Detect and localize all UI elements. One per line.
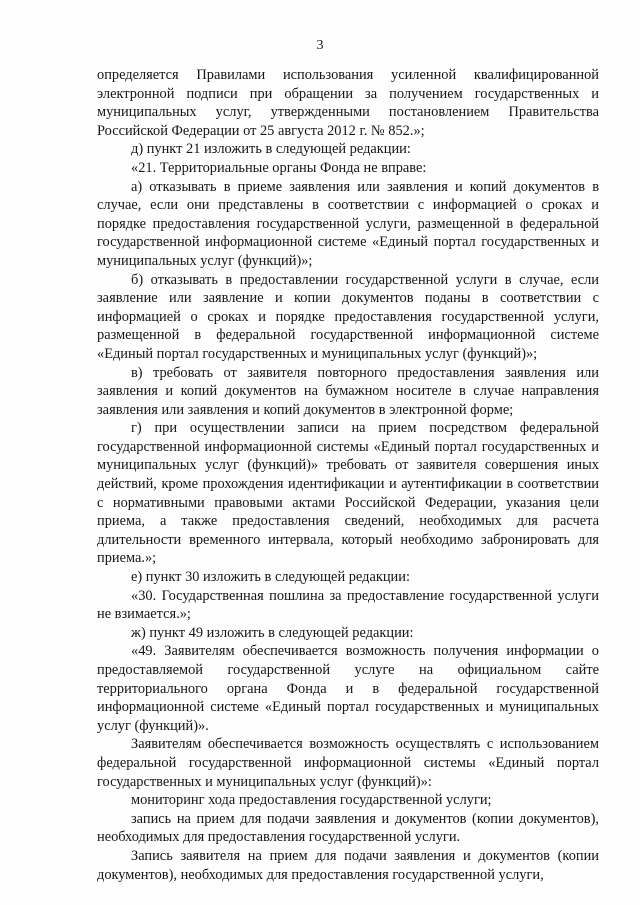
paragraph-item-zh: ж) пункт 49 изложить в следующей редакции: [131,624,414,641]
paragraph-item-d: д) пункт 21 изложить в следующей редакции: [131,141,411,158]
paragraph-applicants-portal: Заявителям обеспечивается возможность осуществлять с использованием федеральной государственной информационной системы «Единый портал государственных и муниципальных услуг (функций)»: [97,736,599,790]
paragraph-clause-49: «49. Заявителям обеспечивается возможность получения информации о предоставляемой государственной услуге на официальном сайте территориального органа Фонда и в федеральной государственной информационной системе «Единый портал государственных и муниципальных услуг (функций)». [97,643,599,734]
paragraph-subitem-b: б) отказывать в предоставлении государственной услуги в случае, если заявление или заявление и копии документов поданы в соответствии с информацией о сроках и порядке предоставления государственной услуги, размещенной в федеральной государственной информационной системе «Единый портал государственных и муниципальных услуг (функций)»; [97,271,599,362]
paragraph-appointment: запись на прием для подачи заявления и документов (копии документов), необходимых для предоставления государственной услуги. [97,810,599,846]
paragraph-clause-30: «30. Государственная пошлина за предоставление государственной услуги не взимается.»; [97,587,599,623]
paragraph-continuation: определяется Правилами использования усиленной квалифицированной электронной подписи при обращении за получением государственных и муниципальных услуг, утвержденными постановлением Правительства Российской Федерации от 25 августа 2012 г. № 852.»; [97,67,599,139]
paragraph-subitem-v: в) требовать от заявителя повторного предоставления заявления или заявления и копий документов на бумажном носителе в случае направления заявления или заявления и копий документов в электронной форме; [97,364,599,418]
paragraph-clause-21: «21. Территориальные органы Фонда не вправе: [131,159,427,176]
document-body [97,66,599,884]
page-number: 3 [316,38,324,53]
paragraph-subitem-a: а) отказывать в приеме заявления или заявления и копий документов в случае, если они представлены в соответствии с информацией о сроках и порядке предоставления государственной услуги, размещенной в федеральной государственной информационной системе «Единый портал государственных и муниципальных услуг (функций)»; [97,178,599,269]
paragraph-appointment-record: Запись заявителя на прием для подачи заявления и документов (копии документов), необходимых для предоставления государственной услуги, [97,847,599,883]
paragraph-subitem-g: г) при осуществлении записи на прием посредством федеральной государственной информационной системы «Единый портал государственных и муниципальных услуг (функций)» требовать от заявителя совершения иных действий, кроме прохождения идентификации и аутентификации в соответствии с нормативными правовыми актами Российской Федерации, указания цели приема, а также предоставления сведений, необходимых для расчета длительности временного интервала, который необходимо забронировать для приема.»; [97,420,599,567]
paragraph-monitoring: мониторинг хода предоставления государственной услуги; [131,792,492,809]
paragraph-item-e: е) пункт 30 изложить в следующей редакции: [131,569,410,586]
